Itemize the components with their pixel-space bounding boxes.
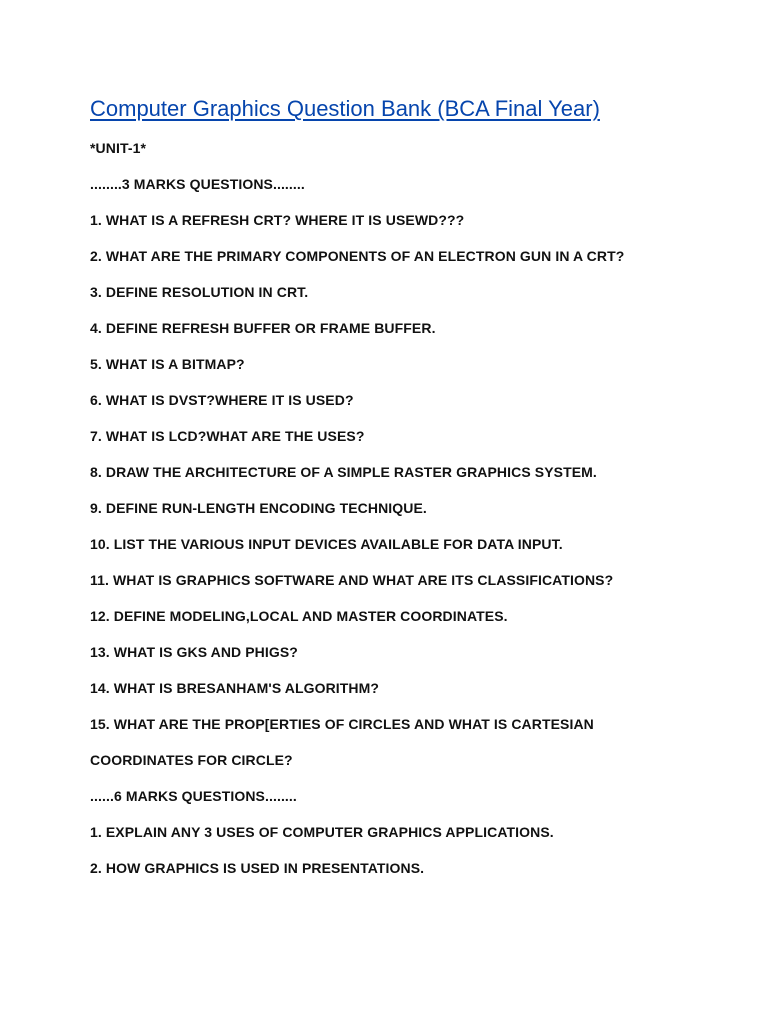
question-line: 9. DEFINE RUN-LENGTH ENCODING TECHNIQUE. (90, 500, 427, 516)
question-line-continued: COORDINATES FOR CIRCLE? (90, 752, 293, 768)
question-line: 8. DRAW THE ARCHITECTURE OF A SIMPLE RASTER GRAPHICS SYSTEM. (90, 464, 597, 480)
question-line: 14. WHAT IS BRESANHAM'S ALGORITHM? (90, 680, 380, 696)
question-line: 2. HOW GRAPHICS IS USED IN PRESENTATIONS. (90, 860, 425, 876)
question-line: 1. EXPLAIN ANY 3 USES OF COMPUTER GRAPHICS APPLICATIONS. (90, 824, 554, 840)
question-line: 11. WHAT IS GRAPHICS SOFTWARE AND WHAT ARE ITS CLASSIFICATIONS? (90, 572, 614, 588)
unit-heading: *UNIT-1* (90, 140, 147, 156)
question-line: 5. WHAT IS A BITMAP? (90, 356, 245, 372)
question-line: 2. WHAT ARE THE PRIMARY COMPONENTS OF AN ELECTRON GUN IN A CRT? (90, 248, 625, 264)
section-heading-6-marks: ......6 MARKS QUESTIONS........ (90, 788, 297, 804)
question-line: 12. DEFINE MODELING,LOCAL AND MASTER COORDINATES. (90, 608, 508, 624)
section-heading-3-marks: ........3 MARKS QUESTIONS........ (90, 176, 305, 192)
question-list (90, 139, 624, 895)
question-line: 3. DEFINE RESOLUTION IN CRT. (90, 284, 309, 300)
question-line: 6. WHAT IS DVST?WHERE IT IS USED? (90, 392, 354, 408)
question-line: 10. LIST THE VARIOUS INPUT DEVICES AVAILABLE FOR DATA INPUT. (90, 536, 563, 552)
question-line: 15. WHAT ARE THE PROP[ERTIES OF CIRCLES AND WHAT IS CARTESIAN (90, 716, 594, 732)
question-line: 1. WHAT IS A REFRESH CRT? WHERE IT IS USEWD??? (90, 212, 465, 228)
question-line: 7. WHAT IS LCD?WHAT ARE THE USES? (90, 428, 365, 444)
question-line: 13. WHAT IS GKS AND PHIGS? (90, 644, 298, 660)
document-title-link[interactable]: Computer Graphics Question Bank (BCA Final Year) (90, 96, 600, 121)
question-line: 4. DEFINE REFRESH BUFFER OR FRAME BUFFER. (90, 320, 436, 336)
